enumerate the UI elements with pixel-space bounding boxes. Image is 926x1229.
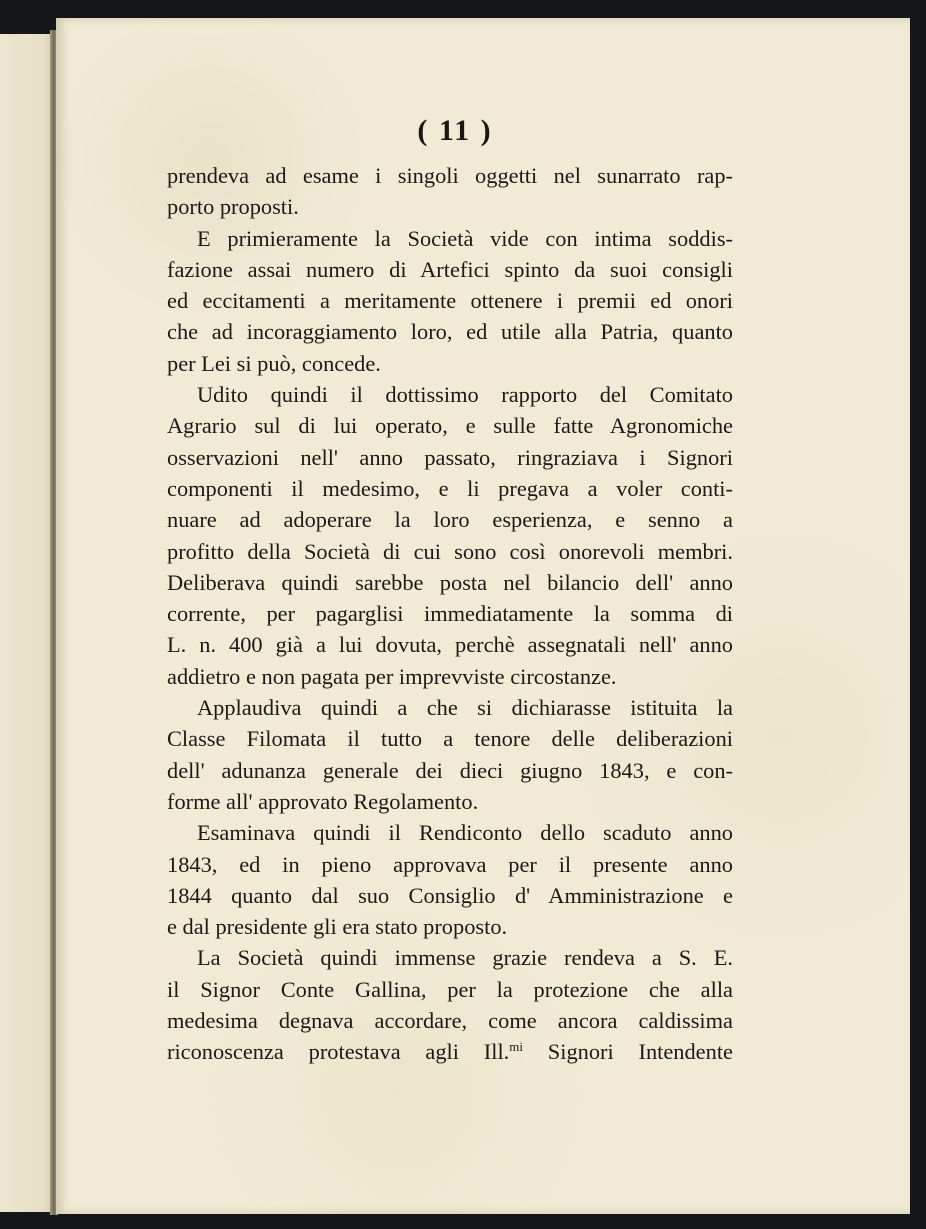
superscript-mi: mi <box>509 1039 523 1055</box>
text-line: profitto della Società di cui sono così onorevoli membri. <box>167 538 733 564</box>
text-line: Deliberava quindi sarebbe posta nel bilancio dell' anno <box>167 569 733 595</box>
text-line: 1844 quanto dal suo Consiglio d' Amministrazione e <box>167 882 733 908</box>
text-line: addietro e non pagata per imprevviste circostanze. <box>167 663 617 689</box>
text-line: E primieramente la Società vide con intima soddis- <box>197 225 733 251</box>
page-text <box>167 160 733 1068</box>
text-line: Applaudiva quindi a che si dichiarasse istituita la <box>197 695 733 721</box>
text-line: Agrario sul di lui operato, e sulle fatte Agronomiche <box>167 413 733 439</box>
text-line: La Società quindi immense grazie rendeva a S. E. <box>197 945 733 971</box>
text-line: corrente, per pagarglisi immediatamente la somma di <box>167 601 733 627</box>
final-line-start: riconoscenza protestava agli Ill. <box>167 1039 510 1065</box>
text-line: Classe Filomata il tutto a tenore delle deliberazioni <box>167 726 733 752</box>
page-number: ( 11 ) <box>417 114 493 147</box>
text-line: porto proposti. <box>167 194 299 220</box>
text-line: e dal presidente gli era stato proposto. <box>167 914 508 940</box>
text-line: Udito quindi il dottissimo rapporto del Comitato <box>197 382 733 408</box>
final-line-end: Signori Intendente <box>523 1039 733 1065</box>
text-line: per Lei si può, concede. <box>167 350 381 376</box>
text-line: forme all' approvato Regolamento. <box>167 788 479 814</box>
text-line: che ad incoraggiamento loro, ed utile alla Patria, quanto <box>167 319 733 345</box>
text-line: L. n. 400 già a lui dovuta, perchè assegnatali nell' anno <box>167 632 733 658</box>
text-line: ed eccitamenti a meritamente ottenere i premii ed onori <box>167 288 733 314</box>
text-line: fazione assai numero di Artefici spinto da suoi consigli <box>167 256 733 282</box>
text-line: 1843, ed in pieno approvava per il presente anno <box>167 851 733 877</box>
left-page-edge <box>0 34 54 1212</box>
text-line: nuare ad adoperare la loro esperienza, e senno a <box>167 507 733 533</box>
text-line: osservazioni nell' anno passato, ringraziava i Signori <box>167 444 733 470</box>
text-line: componenti il medesimo, e li pregava a voler conti- <box>167 475 733 501</box>
text-line: medesima degnava accordare, come ancora caldissima <box>167 1008 733 1034</box>
text-line: prendeva ad esame i singoli oggetti nel sunarrato rap- <box>167 163 733 188</box>
text-line-final <box>167 1036 733 1067</box>
text-line: il Signor Conte Gallina, per la protezione che alla <box>167 976 733 1002</box>
text-line: Esaminava quindi il Rendiconto dello scaduto anno <box>197 820 733 846</box>
text-line: dell' adunanza generale dei dieci giugno 1843, e con- <box>167 757 733 783</box>
